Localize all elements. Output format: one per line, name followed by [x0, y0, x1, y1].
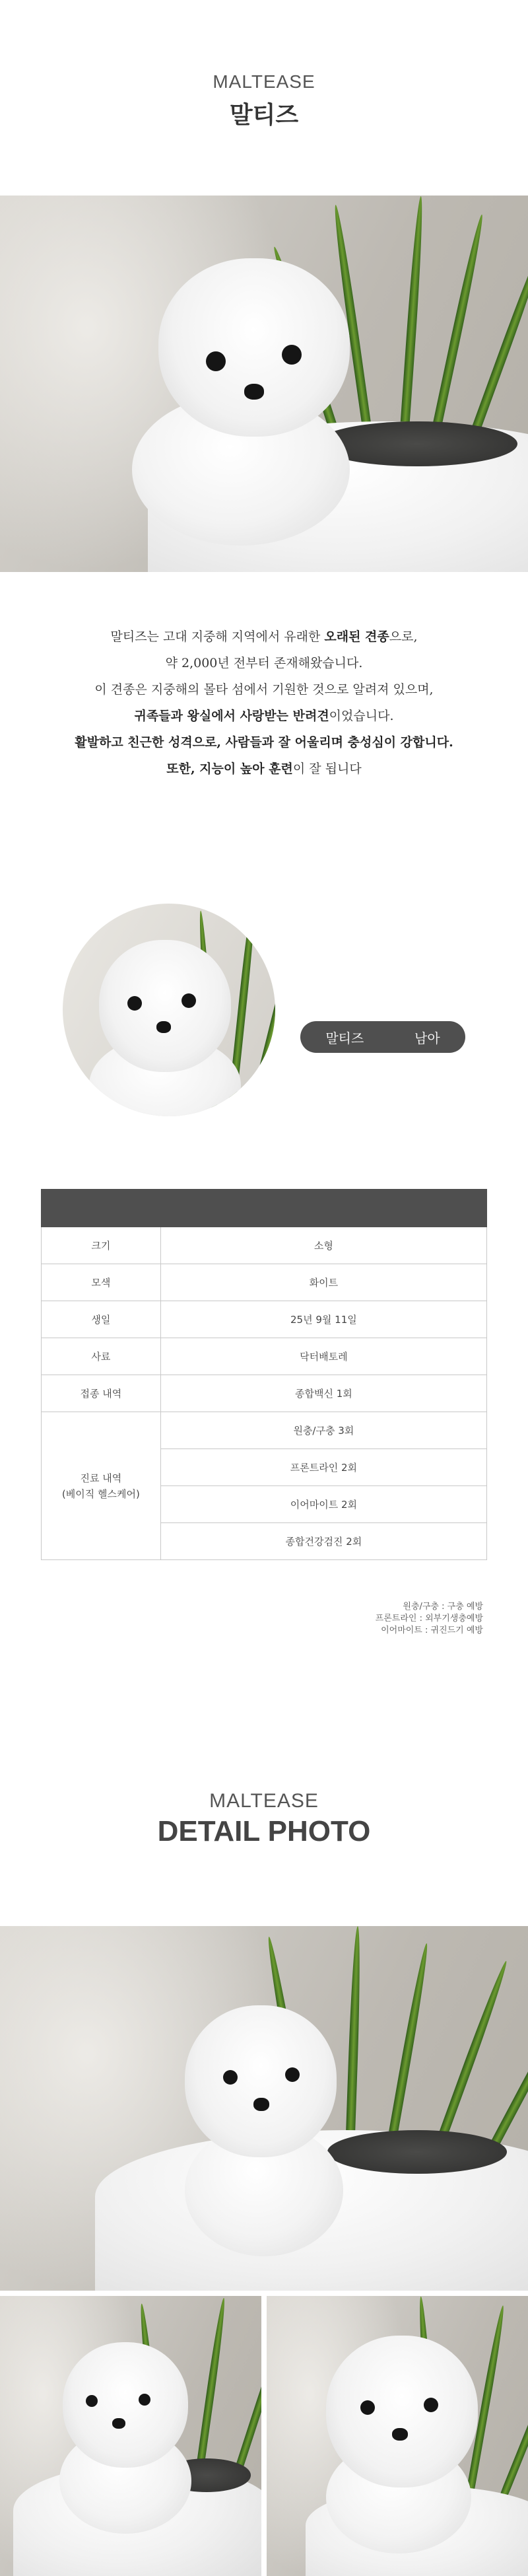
footnotes — [376, 1601, 483, 1637]
table-header-cell — [42, 1190, 161, 1227]
care-item: 원충/구충 3회 — [160, 1412, 486, 1449]
table-row — [42, 1338, 487, 1375]
section-title-en: MALTEASE — [213, 71, 315, 92]
table-row — [42, 1264, 487, 1301]
footnote: 원충/구충 : 구충 예방 — [403, 1602, 483, 1612]
care-item: 프론트라인 2회 — [160, 1449, 486, 1486]
info-table — [41, 1189, 487, 1560]
care-item: 이어마이트 2회 — [160, 1486, 486, 1523]
care-item: 종합건강검진 2회 — [160, 1523, 486, 1560]
section-title-ko: 말티즈 — [229, 102, 299, 129]
row-value: 소형 — [160, 1227, 486, 1264]
row-label: 크기 — [42, 1227, 161, 1264]
table-row — [42, 1412, 487, 1449]
footnote: 프론트라인 : 외부기생충예방 — [375, 1614, 483, 1624]
row-value: 닥터배토레 — [160, 1338, 486, 1375]
row-label: 생일 — [42, 1301, 161, 1338]
intro-text: 말티즈는 고대 지중해 지역에서 유래한 오래된 견종으로, 약 2,000년 전부터 존재해왔습니다. 이 견종은 지중해의 몰타 섬에서 기원한 것으로 알려져 있으며, 귀족들과 왕실에서 사랑받는 반려견이었습니다. 활발하고 친근한 성격으로, 사람들과 잘 어울리며 충성심이 강합니다. 또한, 지능이 높아 훈련이 잘 됩니다 — [75, 629, 453, 776]
table-row — [42, 1375, 487, 1412]
footnote: 이어마이트 : 귀진드기 예방 — [381, 1626, 483, 1635]
table-row — [42, 1301, 487, 1338]
row-value: 화이트 — [160, 1264, 486, 1301]
row-label: 사료 — [42, 1338, 161, 1375]
detail-title-en: MALTEASE — [209, 1790, 319, 1812]
hero-photo — [0, 196, 528, 572]
detail-photo-large — [0, 1926, 528, 2291]
table-header-cell — [160, 1190, 486, 1227]
row-value: 종합백신 1회 — [160, 1375, 486, 1412]
breed-label: 말티즈 — [325, 1030, 364, 1046]
care-label: 진료 내역 (베이직 헬스케어) — [42, 1412, 161, 1560]
gender-label: 남아 — [414, 1030, 440, 1046]
detail-photo-right — [267, 2296, 528, 2576]
row-label: 모색 — [42, 1264, 161, 1301]
profile-badge — [300, 1021, 465, 1053]
row-value: 25년 9월 11일 — [160, 1301, 486, 1338]
table-header-row — [42, 1190, 487, 1227]
row-label: 접종 내역 — [42, 1375, 161, 1412]
detail-photo-left — [0, 2296, 261, 2576]
profile-photo — [63, 904, 275, 1116]
detail-title-main: DETAIL PHOTO — [157, 1815, 371, 1847]
table-row — [42, 1227, 487, 1264]
